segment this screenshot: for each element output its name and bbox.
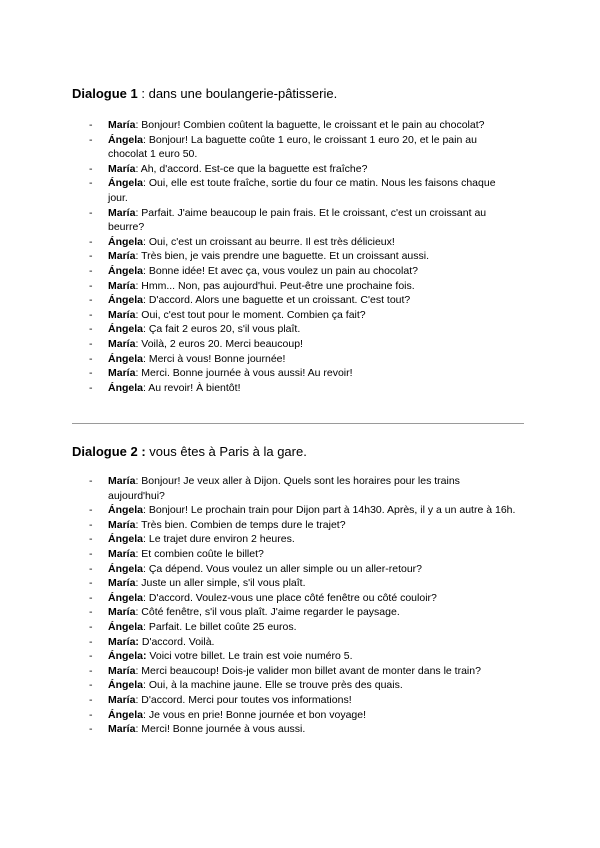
dialogue-line	[0, 605, 600, 620]
dialogue-line	[0, 162, 600, 177]
line-text: : Oui, c'est un croissant au beurre. Il est très délicieux!	[143, 235, 395, 248]
speaker-name: María	[108, 308, 136, 321]
bullet-dash: -	[89, 547, 93, 560]
line-text: : Merci! Bonne journée à vous aussi.	[135, 723, 306, 736]
speaker-name: Ángela	[108, 708, 144, 721]
speaker-name: Ángela	[108, 562, 144, 575]
line-text: : Ça fait 2 euros 20, s'il vous plaît.	[143, 323, 301, 336]
speaker-name: María	[108, 518, 136, 531]
line-text: : Ah, d'accord. Est-ce que la baguette est fraîche?	[135, 162, 368, 175]
dialogue2-label: Dialogue 2 :	[72, 444, 146, 459]
bullet-dash: -	[89, 119, 93, 131]
dialogue1-label: Dialogue 1	[72, 86, 138, 101]
dialogue-line	[0, 474, 600, 503]
line-text: : Et combien coûte le billet?	[135, 547, 264, 560]
bullet-dash: -	[89, 177, 93, 190]
bullet-dash: -	[89, 650, 93, 663]
dialogue-line	[0, 503, 600, 518]
bullet-dash: -	[89, 562, 93, 575]
bullet-dash: -	[89, 708, 93, 721]
line-text: : Je vous en prie! Bonne journée et bon voyage!	[143, 708, 367, 721]
line-text: : Très bien. Combien de temps dure le trajet?	[135, 518, 346, 531]
dialogue-line	[0, 308, 600, 323]
bullet-dash: -	[89, 577, 93, 590]
dialogue1-title	[72, 86, 337, 102]
dialogue-line	[0, 576, 600, 591]
section-divider	[72, 423, 524, 424]
dialogue1-list	[0, 118, 600, 395]
bullet-dash: -	[89, 679, 93, 692]
speaker-name: María	[108, 337, 136, 350]
bullet-dash: -	[89, 635, 93, 648]
bullet-dash: -	[89, 606, 93, 619]
line-text: : Au revoir! À bientôt!	[143, 381, 241, 394]
bullet-dash: -	[89, 367, 93, 380]
bullet-dash: -	[89, 250, 93, 263]
bullet-dash: -	[89, 337, 93, 350]
speaker-name: María	[108, 250, 136, 263]
dialogue-line	[0, 532, 600, 547]
dialogue-line	[0, 562, 600, 577]
line-text: : Le trajet dure environ 2 heures.	[143, 533, 295, 546]
line-text: D'accord. Voilà.	[138, 635, 215, 648]
speaker-name: María	[108, 119, 136, 131]
dialogue-line	[0, 591, 600, 606]
dialogue-line	[0, 133, 600, 162]
dialogue-line	[0, 649, 600, 664]
bullet-dash: -	[89, 723, 93, 736]
bullet-dash: -	[89, 279, 93, 292]
line-text: : Parfait. J'aime beaucoup le pain frais. Et le croissant, c'est un croissant au beurre?	[108, 206, 487, 234]
dialogue-line	[0, 176, 600, 205]
bullet-dash: -	[89, 475, 93, 487]
line-text: : Juste un aller simple, s'il vous plaît.	[135, 577, 306, 590]
bullet-dash: -	[89, 264, 93, 277]
bullet-dash: -	[89, 591, 93, 604]
dialogue-line	[0, 235, 600, 250]
speaker-name: Ángela	[108, 235, 144, 248]
line-text: : Bonjour! Combien coûtent la baguette, le croissant et le pain au chocolat?	[135, 119, 485, 131]
speaker-name: María	[108, 577, 136, 590]
speaker-name: Ángela	[108, 533, 144, 546]
line-text: : Ça dépend. Vous voulez un aller simple ou un aller-retour?	[143, 562, 423, 575]
dialogue-line	[0, 366, 600, 381]
line-text: : Oui, elle est toute fraîche, sortie du four ce matin. Nous les faisons chaque jour.	[108, 177, 496, 204]
bullet-dash: -	[89, 504, 93, 517]
dialogue2-title	[72, 444, 307, 460]
dialogue-line	[0, 635, 600, 650]
speaker-name: María	[108, 606, 136, 619]
dialogue-line	[0, 518, 600, 533]
dialogue-line	[0, 118, 600, 133]
bullet-dash: -	[89, 206, 93, 219]
speaker-name: Ángela	[108, 294, 144, 307]
dialogue-line	[0, 322, 600, 337]
dialogue-line	[0, 352, 600, 367]
line-text: : D'accord. Merci pour toutes vos informations!	[135, 693, 352, 706]
line-text: : Côté fenêtre, s'il vous plaît. J'aime regarder le paysage.	[135, 606, 400, 619]
speaker-name: María	[108, 664, 136, 677]
bullet-dash: -	[89, 133, 93, 146]
line-text: : Bonne idée! Et avec ça, vous voulez un pain au chocolat?	[143, 264, 418, 277]
line-text: : Oui, à la machine jaune. Elle se trouve près des quais.	[143, 679, 403, 692]
bullet-dash: -	[89, 620, 93, 633]
bullet-dash: -	[89, 352, 93, 365]
dialogue-line	[0, 547, 600, 562]
dialogue-line	[0, 279, 600, 294]
line-text: Voici votre billet. Le train est voie numéro 5.	[146, 650, 353, 663]
speaker-name: María	[108, 547, 136, 560]
line-text: : D'accord. Alors une baguette et un croissant. C'est tout?	[143, 294, 411, 307]
line-text: : Très bien, je vais prendre une baguette. Et un croissant aussi.	[135, 250, 430, 263]
dialogue2-subtitle: vous êtes à Paris à la gare.	[145, 444, 307, 459]
speaker-name: Ángela	[108, 352, 144, 365]
dialogue-line	[0, 249, 600, 264]
dialogue-line	[0, 264, 600, 279]
line-text: : Merci beaucoup! Dois-je valider mon billet avant de monter dans le train?	[135, 664, 481, 677]
speaker-name: Ángela:	[108, 650, 147, 663]
speaker-name: Ángela	[108, 591, 144, 604]
speaker-name: Ángela	[108, 620, 144, 633]
dialogue-line	[0, 337, 600, 352]
speaker-name: María	[108, 279, 136, 292]
speaker-name: María	[108, 475, 136, 487]
bullet-dash: -	[89, 381, 93, 394]
dialogue-line	[0, 708, 600, 723]
speaker-name: María	[108, 162, 136, 175]
line-text: : Oui, c'est tout pour le moment. Combien ça fait?	[135, 308, 366, 321]
dialogue-line	[0, 620, 600, 635]
bullet-dash: -	[89, 308, 93, 321]
line-text: : D'accord. Voulez-vous une place côté fenêtre ou côté couloir?	[143, 591, 437, 604]
line-text: : Merci. Bonne journée à vous aussi! Au revoir!	[135, 367, 353, 380]
speaker-name: Ángela	[108, 323, 144, 336]
dialogue-line	[0, 293, 600, 308]
line-text: : Parfait. Le billet coûte 25 euros.	[143, 620, 297, 633]
bullet-dash: -	[89, 664, 93, 677]
bullet-dash: -	[89, 323, 93, 336]
bullet-dash: -	[89, 693, 93, 706]
dialogue-line	[0, 678, 600, 693]
line-text: : Merci à vous! Bonne journée!	[143, 352, 286, 365]
speaker-name: Ángela	[108, 133, 144, 146]
bullet-dash: -	[89, 162, 93, 175]
dialogue-line	[0, 693, 600, 708]
speaker-name: María	[108, 723, 136, 736]
speaker-name: María:	[108, 635, 139, 648]
dialogue-line	[0, 381, 600, 396]
bullet-dash: -	[89, 235, 93, 248]
bullet-dash: -	[89, 518, 93, 531]
bullet-dash: -	[89, 294, 93, 307]
line-text: : Bonjour! La baguette coûte 1 euro, le croissant 1 euro 20, et le pain au chocolat 1 euro 50.	[108, 133, 477, 161]
line-text: : Bonjour! Je veux aller à Dijon. Quels sont les horaires pour les trains aujourd'hui?	[108, 475, 460, 502]
line-text: : Hmm... Non, pas aujourd'hui. Peut-être une prochaine fois.	[135, 279, 415, 292]
dialogue-line	[0, 722, 600, 737]
speaker-name: María	[108, 367, 136, 380]
bullet-dash: -	[89, 533, 93, 546]
speaker-name: Ángela	[108, 381, 144, 394]
dialogue-line	[0, 664, 600, 679]
dialogue2-list	[0, 474, 600, 737]
dialogue1-subtitle: : dans une boulangerie-pâtisserie.	[137, 86, 338, 101]
speaker-name: Ángela	[108, 177, 144, 190]
speaker-name: Ángela	[108, 264, 144, 277]
speaker-name: Ángela	[108, 504, 144, 517]
line-text: : Bonjour! Le prochain train pour Dijon part à 14h30. Après, il y a un autre à 16h.	[143, 504, 516, 517]
speaker-name: María	[108, 206, 136, 219]
line-text: : Voilà, 2 euros 20. Merci beaucoup!	[135, 337, 303, 350]
dialogue-line	[0, 206, 600, 235]
speaker-name: Ángela	[108, 679, 144, 692]
speaker-name: María	[108, 693, 136, 706]
